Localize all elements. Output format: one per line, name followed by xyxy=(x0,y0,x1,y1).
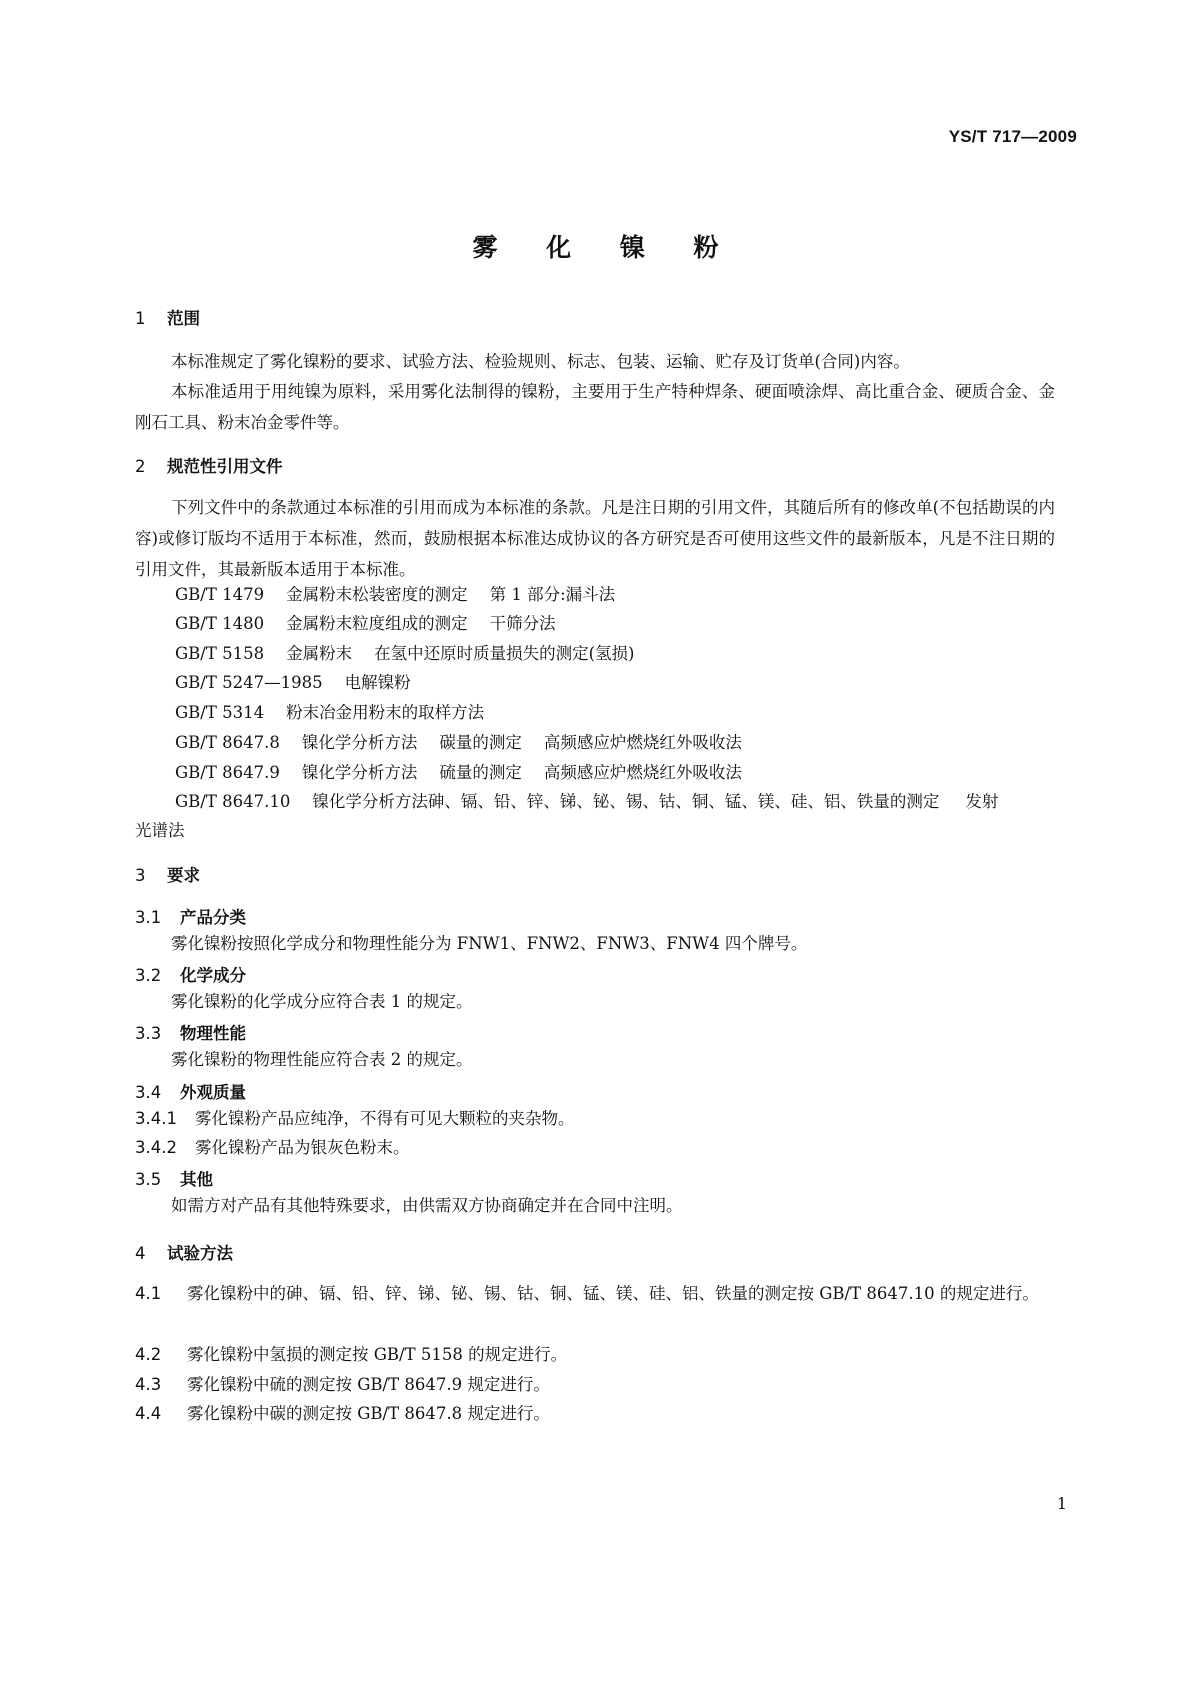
standard-code: YS/T 717—2009 xyxy=(948,127,1077,146)
reference-item xyxy=(175,729,742,753)
reference-code: GB/T 8647.10 xyxy=(175,792,291,811)
reference-item xyxy=(175,788,998,812)
item-4-1 xyxy=(135,1278,1055,1309)
reference-code: GB/T 5247—1985 xyxy=(175,673,323,692)
item-number: 3.4.2 xyxy=(135,1138,177,1157)
section-title: 范围 xyxy=(167,309,200,328)
subsection-3-5-heading xyxy=(135,1166,213,1190)
reference-code: GB/T 8647.8 xyxy=(175,733,280,752)
section-1-paragraph-2: 本标准适用于用纯镍为原料，采用雾化法制得的镍粉，主要用于生产特种焊条、硬面喷涂焊、高比重合金、硬质合金、金刚石工具、粉末冶金零件等。 xyxy=(135,382,1055,432)
reference-subtitle: 碳量的测定 xyxy=(439,733,522,752)
item-text: 雾化镍粉中氢损的测定按 GB/T 5158 的规定进行。 xyxy=(187,1345,568,1364)
subsection-number: 3.3 xyxy=(135,1024,162,1043)
item-number: 4.4 xyxy=(135,1404,162,1423)
reference-method: 高频感应炉燃烧红外吸收法 xyxy=(543,763,742,782)
item-3-4-2 xyxy=(135,1132,1055,1163)
section-3-heading xyxy=(135,862,200,886)
item-text: 雾化镍粉中的砷、镉、铅、锌、锑、铋、锡、钴、铜、锰、镁、硅、铝、铁量的测定按 GB/T 8647.10 的规定进行。 xyxy=(187,1284,1039,1303)
item-3-4-1 xyxy=(135,1103,1055,1134)
section-number: 1 xyxy=(135,309,146,328)
reference-subtitle: 硫量的测定 xyxy=(439,763,522,782)
subsection-3-4-heading xyxy=(135,1079,246,1103)
subsection-title: 外观质量 xyxy=(180,1083,246,1102)
reference-title: 金属粉末 xyxy=(286,644,353,663)
reference-title: 金属粉末松装密度的测定 xyxy=(286,585,468,604)
reference-code: GB/T 1479 xyxy=(175,585,265,604)
subsection-title: 物理性能 xyxy=(180,1024,246,1043)
reference-code: GB/T 5158 xyxy=(175,644,265,663)
subsection-3-1-text: 雾化镍粉按照化学成分和物理性能分为 FNW1、FNW2、FNW3、FNW4 四个牌号。 xyxy=(171,934,808,953)
reference-title: 粉末冶金用粉末的取样方法 xyxy=(286,703,485,722)
reference-title: 镍化学分析方法 xyxy=(301,763,418,782)
document-title: 雾 化 镍 粉 xyxy=(472,233,739,262)
reference-continuation: 光谱法 xyxy=(135,821,185,840)
reference-item xyxy=(175,581,615,605)
subsection-3-1-heading xyxy=(135,904,246,928)
item-4-4 xyxy=(135,1398,1055,1429)
reference-item xyxy=(175,759,742,783)
reference-item xyxy=(175,640,634,664)
reference-subtitle: 干筛分法 xyxy=(489,614,556,633)
item-text: 雾化镍粉产品为银灰色粉末。 xyxy=(195,1138,410,1157)
reference-code: GB/T 1480 xyxy=(175,614,265,633)
section-number: 4 xyxy=(135,1244,146,1263)
section-2-heading xyxy=(135,453,283,477)
subsection-number: 3.5 xyxy=(135,1170,162,1189)
item-number: 4.2 xyxy=(135,1345,162,1364)
subsection-title: 化学成分 xyxy=(180,966,246,985)
reference-subtitle: 发射 xyxy=(965,792,999,811)
subsection-3-3-text: 雾化镍粉的物理性能应符合表 2 的规定。 xyxy=(171,1050,473,1069)
reference-title: 镍化学分析方法砷、镉、铅、锌、锑、铋、锡、钴、铜、锰、镁、硅、铝、铁量的测定 xyxy=(312,792,940,811)
section-1-heading xyxy=(135,305,200,329)
subsection-title: 产品分类 xyxy=(180,908,246,927)
subsection-number: 3.1 xyxy=(135,908,162,927)
reference-item xyxy=(175,610,556,634)
item-number: 4.1 xyxy=(135,1284,162,1303)
reference-item xyxy=(175,669,411,693)
subsection-3-3-heading xyxy=(135,1020,246,1044)
subsection-number: 3.2 xyxy=(135,966,162,985)
reference-subtitle: 在氢中还原时质量损失的测定(氢损) xyxy=(374,644,635,663)
reference-title: 电解镍粉 xyxy=(344,673,411,692)
item-text: 雾化镍粉中碳的测定按 GB/T 8647.8 规定进行。 xyxy=(187,1404,550,1423)
reference-code: GB/T 5314 xyxy=(175,703,265,722)
page-number: 1 xyxy=(1056,1494,1067,1513)
subsection-number: 3.4 xyxy=(135,1083,162,1102)
item-number: 3.4.1 xyxy=(135,1109,177,1128)
reference-subtitle: 第 1 部分:漏斗法 xyxy=(489,585,616,604)
item-4-2 xyxy=(135,1339,1055,1370)
subsection-3-2-heading xyxy=(135,962,246,986)
item-text: 雾化镍粉产品应纯净，不得有可见大颗粒的夹杂物。 xyxy=(195,1109,575,1128)
subsection-3-2-text: 雾化镍粉的化学成分应符合表 1 的规定。 xyxy=(171,992,473,1011)
subsection-title: 其他 xyxy=(180,1170,213,1189)
item-4-3 xyxy=(135,1369,1055,1400)
section-2-paragraph: 下列文件中的条款通过本标准的引用而成为本标准的条款。凡是注日期的引用文件，其随后所有的修改单(不包括勘误的内容)或修订版均不适用于本标准，然而，鼓励根据本标准达成协议的各方研究是否可使用这些文件的最新版本，凡是不注日期的引用文件，其最新版本适用于本标准。 xyxy=(135,498,1055,579)
section-1-paragraph-1: 本标准规定了雾化镍粉的要求、试验方法、检验规则、标志、包装、运输、贮存及订货单(合同)内容。 xyxy=(171,352,910,371)
section-4-heading xyxy=(135,1240,233,1264)
section-title: 试验方法 xyxy=(167,1244,233,1263)
subsection-3-5-text: 如需方对产品有其他特殊要求，由供需双方协商确定并在合同中注明。 xyxy=(171,1196,683,1215)
reference-title: 金属粉末粒度组成的测定 xyxy=(286,614,468,633)
reference-item xyxy=(175,699,484,723)
item-number: 4.3 xyxy=(135,1375,162,1394)
reference-title: 镍化学分析方法 xyxy=(301,733,418,752)
reference-code: GB/T 8647.9 xyxy=(175,763,280,782)
section-number: 2 xyxy=(135,457,146,476)
reference-method: 高频感应炉燃烧红外吸收法 xyxy=(543,733,742,752)
section-number: 3 xyxy=(135,866,146,885)
section-title: 要求 xyxy=(167,866,200,885)
item-text: 雾化镍粉中硫的测定按 GB/T 8647.9 规定进行。 xyxy=(187,1375,550,1394)
section-title: 规范性引用文件 xyxy=(167,457,283,476)
